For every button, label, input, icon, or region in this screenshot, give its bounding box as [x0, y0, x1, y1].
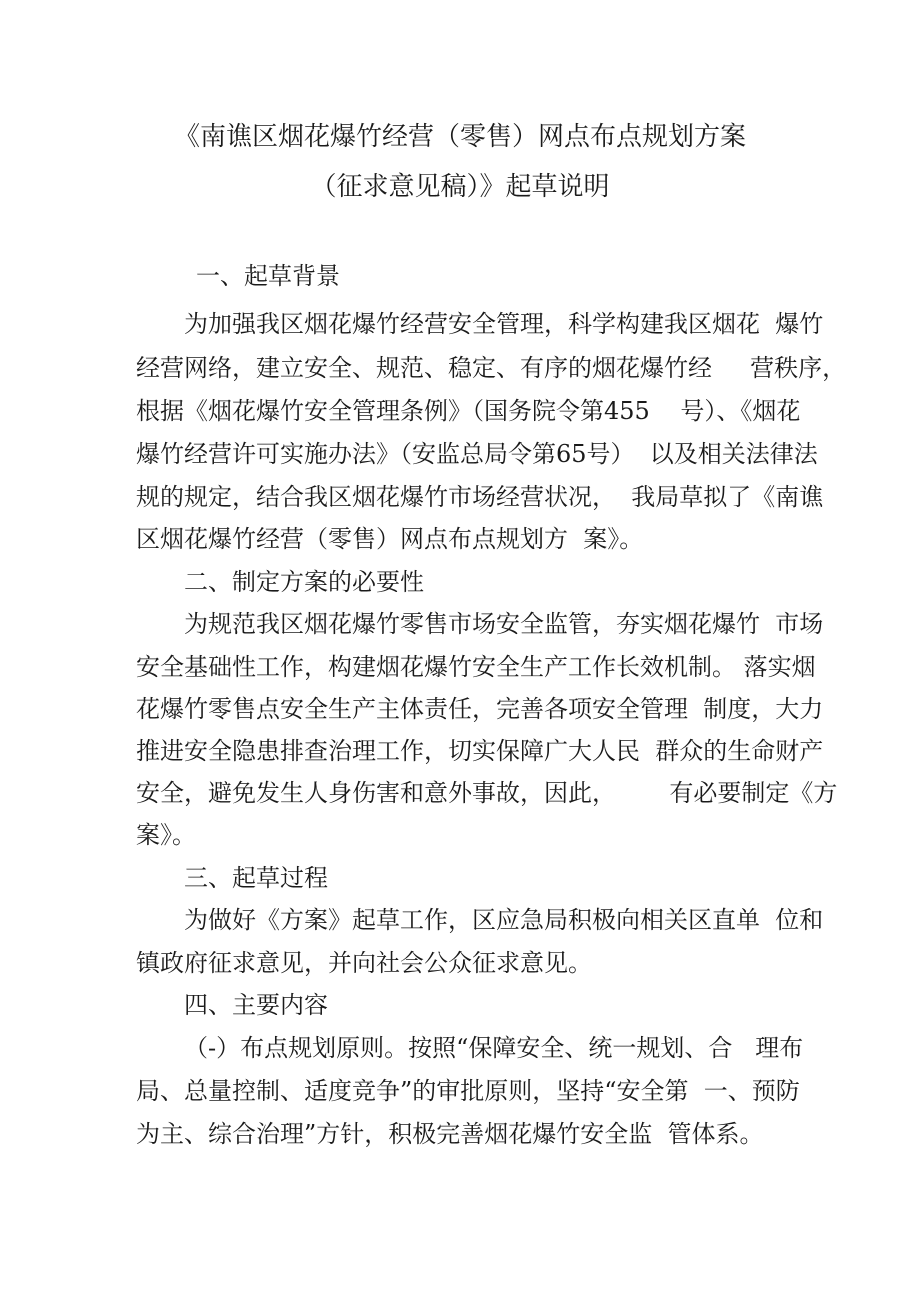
paragraph-line: 规的规定，结合我区烟花爆竹市场经营状况， 我局草拟了《南谯	[136, 483, 824, 511]
paragraph-line: 区烟花爆竹经营（零售）网点布点规划方 案》。	[136, 525, 644, 553]
paragraph-line: 镇政府征求意见，并向社会公众征求意见。	[136, 949, 592, 977]
paragraph-line: 案》。	[136, 821, 196, 849]
paragraph-line: 局、总量控制、适度竞争”的审批原则，坚持“安全第 一、预防	[136, 1077, 800, 1105]
paragraph-line: 安全，避免发生人身伤害和意外事故，因此， 有必要制定《方	[136, 779, 838, 807]
paragraph-line: （-）布点规划原则。按照“保障安全、统一规划、合 理布	[184, 1034, 804, 1062]
section-heading-content: 四、主要内容	[184, 991, 328, 1019]
paragraph-line: 根据《烟花爆竹安全管理条例》（国务院令第455 号）、《烟花	[136, 397, 801, 425]
section-heading-necessity: 二、制定方案的必要性	[184, 568, 424, 596]
paragraph-line: 安全基础性工作，构建烟花爆竹安全生产工作长效机制。 落实烟	[136, 653, 816, 681]
paragraph-line: 为做好《方案》起草工作，区应急局积极向相关区直单 位和	[184, 906, 824, 934]
section-heading-process: 三、起草过程	[184, 864, 328, 892]
document-title-line-2: （征求意见稿）》起草说明	[310, 172, 610, 202]
paragraph-line: 经营网络，建立安全、规范、稳定、有序的烟花爆竹经 营秩序，	[136, 354, 847, 382]
paragraph-line: 花爆竹零售点安全生产主体责任，完善各项安全管理 制度，大力	[136, 695, 824, 723]
section-heading-background: 一、起草背景	[196, 262, 340, 290]
document-title-line-1: 《南谯区烟花爆竹经营（零售）网点布点规划方案	[173, 122, 746, 152]
paragraph-line: 为主、综合治理”方针，积极完善烟花爆竹安全监 管体系。	[136, 1120, 764, 1148]
paragraph-line: 爆竹经营许可实施办法》（安监总局令第65号） 以及相关法律法	[136, 440, 818, 468]
paragraph-line: 为规范我区烟花爆竹零售市场安全监管，夯实烟花爆竹 市场	[184, 610, 824, 638]
paragraph-line: 推进安全隐患排查治理工作，切实保障广大人民 群众的生命财产	[136, 737, 824, 765]
paragraph-line: 为加强我区烟花爆竹经营安全管理，科学构建我区烟花 爆竹	[184, 310, 824, 338]
